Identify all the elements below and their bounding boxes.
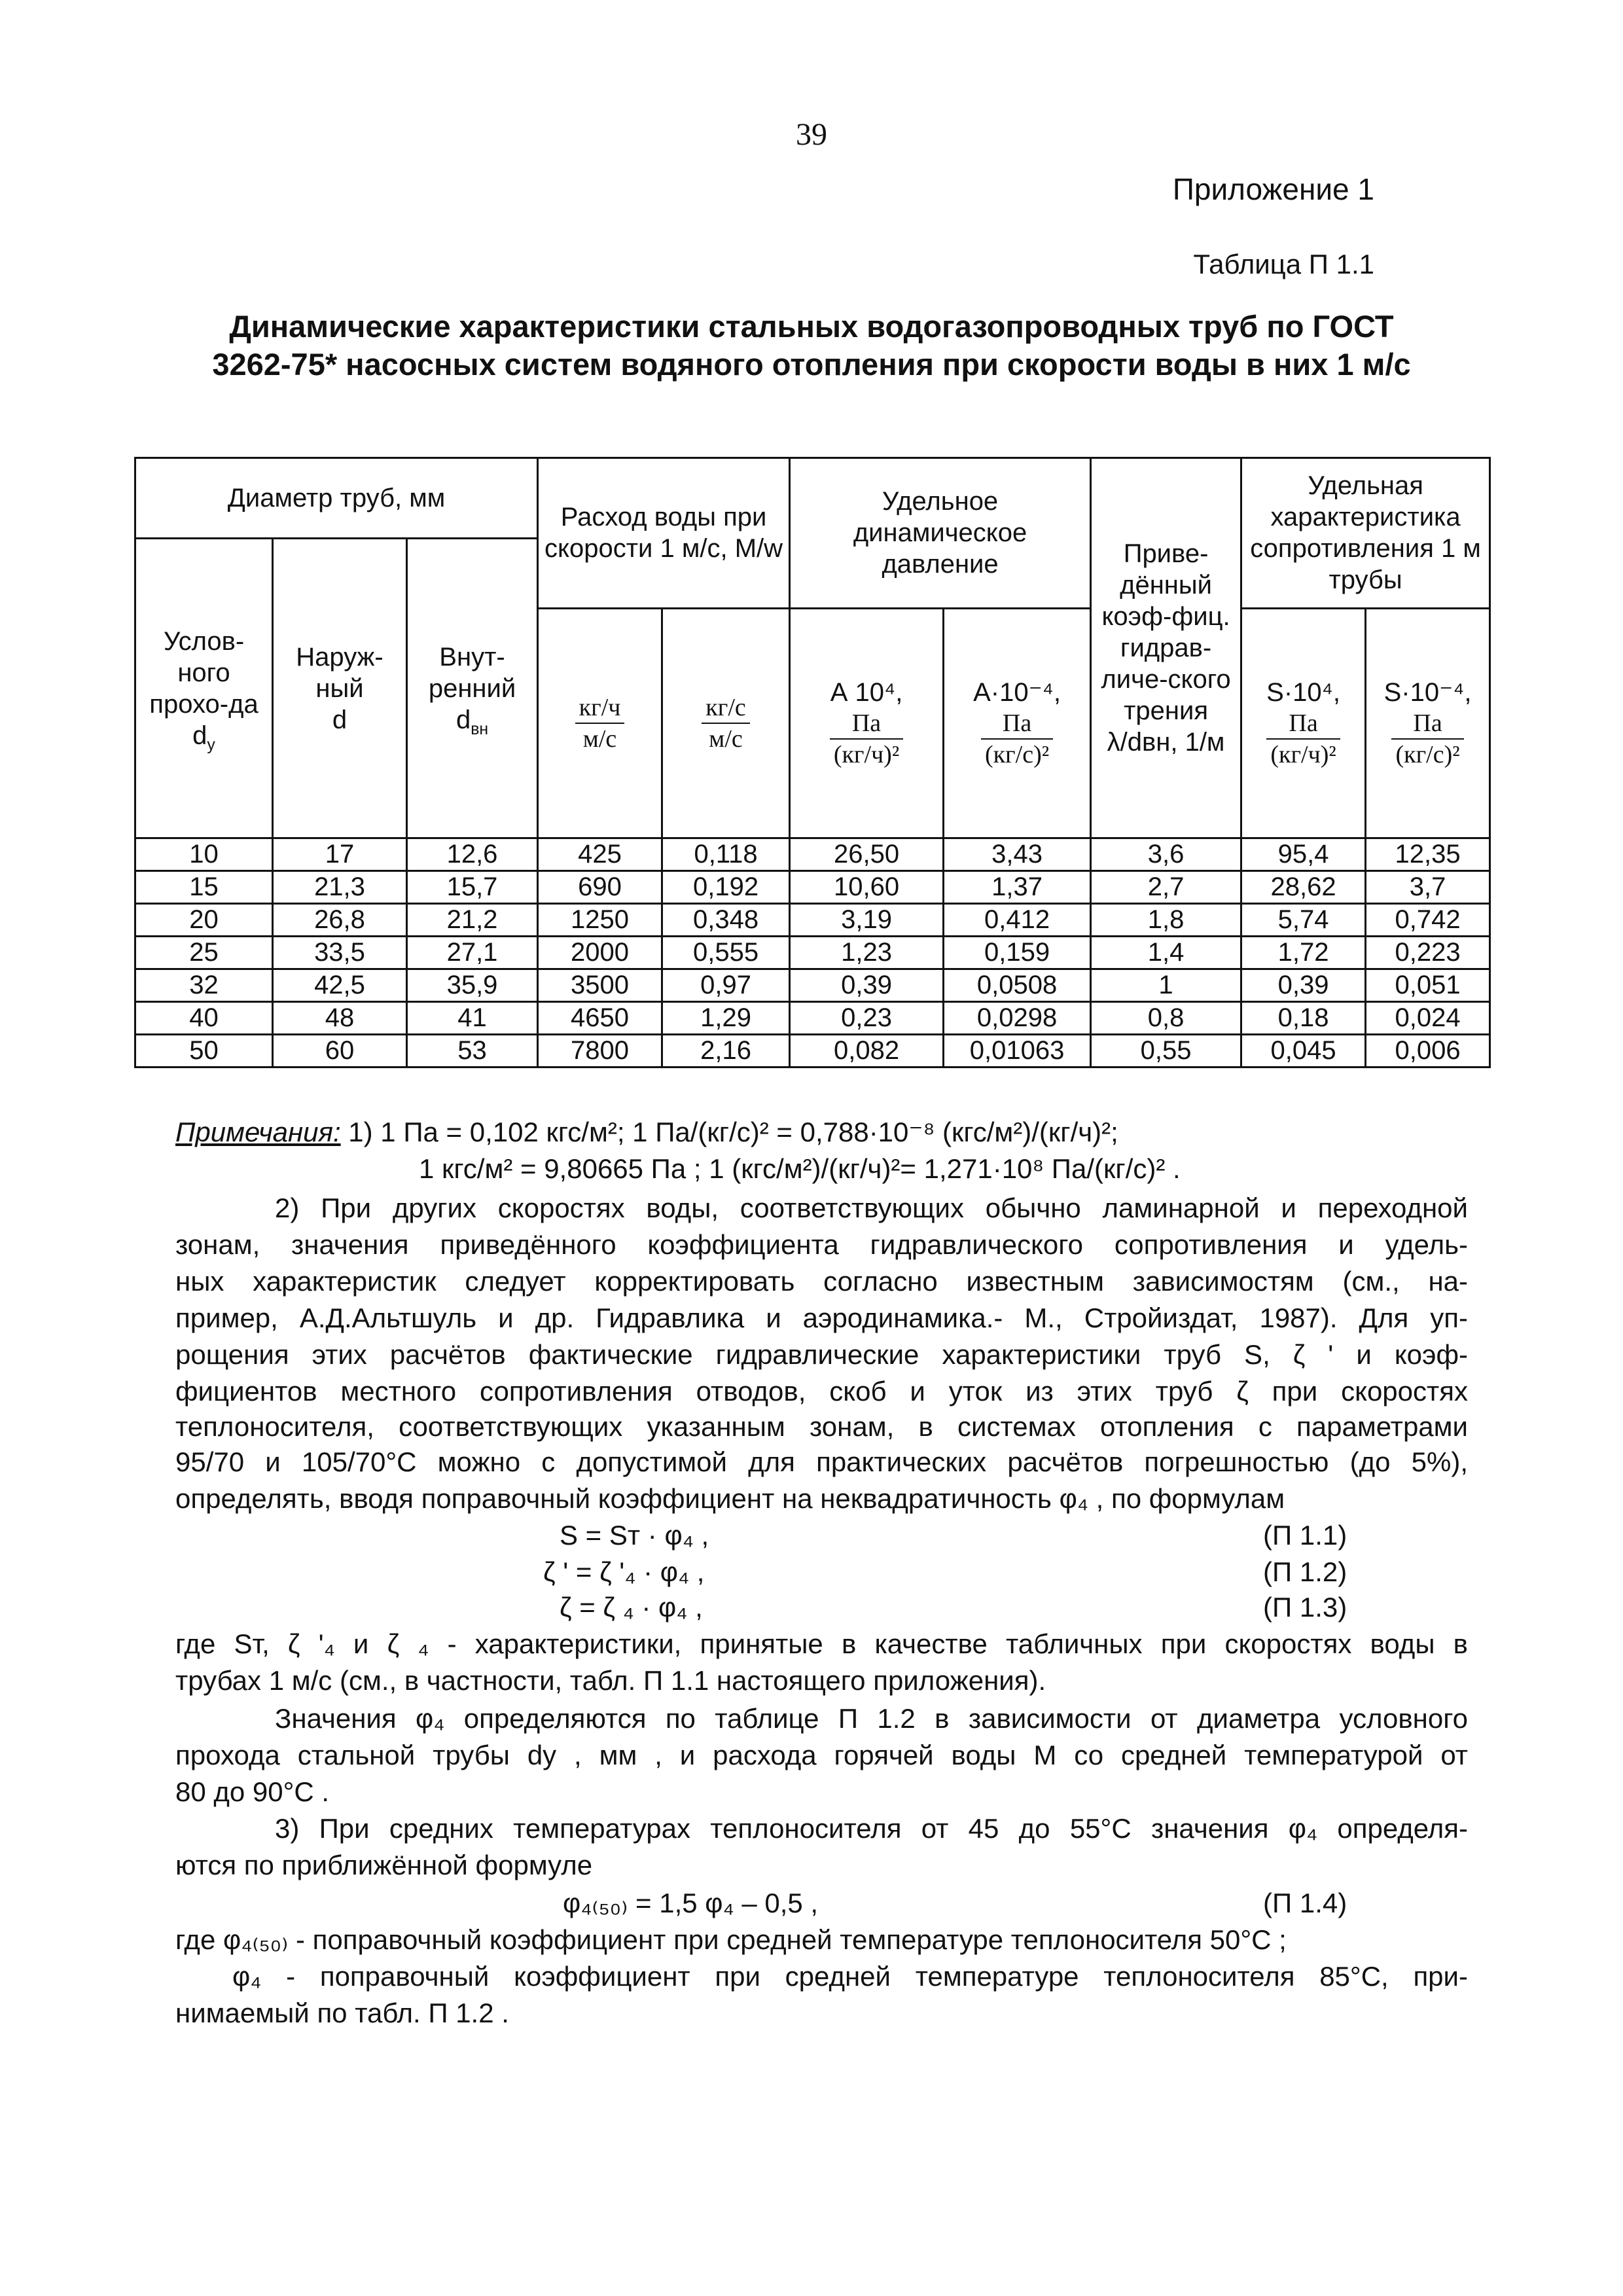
- notes-label: Примечания:: [175, 1117, 341, 1147]
- table-cell: 0,412: [944, 903, 1091, 936]
- table-cell: 3500: [538, 969, 662, 1001]
- table-cell: 60: [273, 1034, 407, 1067]
- table-cell: 690: [538, 870, 662, 903]
- table-cell: 3,6: [1091, 838, 1241, 870]
- table-cell: 26,8: [273, 903, 407, 936]
- header-resistance-s2: [1366, 608, 1490, 838]
- table-row: [135, 969, 1490, 1001]
- table-row: [135, 936, 1490, 969]
- table-cell: 1: [1091, 969, 1241, 1001]
- table-cell: 0,118: [662, 838, 790, 870]
- table-title: Динамические характеристики стальных водогазопроводных труб по ГОСТ 3262-75* насосных систем водяного отопления при скорости воды в них 1 м/с: [212, 309, 1411, 382]
- fraction-den: м/с: [582, 725, 617, 753]
- header-s2-text: S·10⁻⁴,: [1383, 677, 1472, 707]
- table-cell: 28,62: [1241, 870, 1366, 903]
- table-cell: 48: [273, 1001, 407, 1034]
- table-cell: 1,37: [944, 870, 1091, 903]
- fraction-num: Па: [830, 708, 903, 740]
- table-cell: 0,006: [1366, 1034, 1490, 1067]
- note-1b: 1 кгс/м² = 9,80665 Па ; 1 (кгс/м²)/(кг/ч)²= 1,271·10⁸ Па/(кг/с)² .: [419, 1153, 1181, 1184]
- note-3b: ются по приближённой формуле: [175, 1850, 593, 1880]
- values-c: 80 до 90°С .: [175, 1776, 330, 1807]
- table-cell: 0,082: [790, 1034, 944, 1067]
- header-inner-diameter: [407, 539, 538, 838]
- note-2-line: пример, А.Д.Альтшуль и др. Гидравлика и аэродинамика.- М., Стройиздат, 1987). Для уп-: [175, 1302, 1468, 1333]
- fraction-s2: [1391, 708, 1463, 770]
- fraction-den: (кг/с)²: [984, 740, 1050, 768]
- table-cell: 0,051: [1366, 969, 1490, 1001]
- table-cell: 0,192: [662, 870, 790, 903]
- formula-1-tag: (П 1.1): [1263, 1520, 1347, 1551]
- table-cell: 0,55: [1091, 1034, 1241, 1067]
- header-friction: [1091, 458, 1241, 838]
- table-cell: 0,97: [662, 969, 790, 1001]
- header-flow-unit-kgh: [538, 608, 662, 838]
- table-cell: 41: [407, 1001, 538, 1034]
- fraction-num: кг/с: [702, 692, 749, 724]
- table-cell: 17: [273, 838, 407, 870]
- fraction-kgs: [702, 692, 749, 754]
- fraction-a1: [830, 708, 903, 770]
- table-body: [135, 838, 1490, 1067]
- formula-1: S = Sт · φ₄ ,: [560, 1520, 709, 1551]
- note-1a: 1) 1 Па = 0,102 кгс/м²; 1 Па/(кг/с)² = 0,788·10⁻⁸ (кгс/м²)/(кг/ч)²;: [348, 1117, 1118, 1147]
- table-row: [135, 870, 1490, 903]
- fraction-den: (кг/ч)²: [833, 740, 900, 768]
- table-cell: 0,159: [944, 936, 1091, 969]
- header-friction-text: Приве-дённый коэф-фиц. гидрав-личе-ского трения λ/dвн, 1/м: [1101, 539, 1231, 757]
- fraction-num: кг/ч: [575, 692, 625, 724]
- header-cond-symbol: d: [192, 721, 207, 750]
- table-cell: 0,8: [1091, 1001, 1241, 1034]
- table-cell: 0,0298: [944, 1001, 1091, 1034]
- header-conditional-diameter: [135, 539, 273, 838]
- formula-4: φ₄₍₅₀₎ = 1,5 φ₄ – 0,5 ,: [563, 1888, 819, 1918]
- table-cell: 95,4: [1241, 838, 1366, 870]
- table-cell: 42,5: [273, 969, 407, 1001]
- note-2-last: определять, вводя поправочный коэффициент на неквадратичность φ₄ , по формулам: [175, 1483, 1285, 1514]
- fraction-den: (кг/с)²: [1395, 740, 1460, 768]
- formula-3-tag: (П 1.3): [1263, 1592, 1347, 1623]
- table-cell: 50: [135, 1034, 273, 1067]
- phi-b: нимаемый по табл. П 1.2 .: [175, 1998, 509, 2028]
- header-outer-symbol: d: [332, 705, 348, 734]
- fraction-s1: [1266, 708, 1340, 770]
- table-cell: 25: [135, 936, 273, 969]
- header-flow-unit-kgs: [662, 608, 790, 838]
- table-cell: 0,39: [1241, 969, 1366, 1001]
- header-inner-text: Внут-ренний: [428, 642, 516, 703]
- fraction-den: (кг/ч)²: [1270, 740, 1336, 768]
- table-cell: 3,19: [790, 903, 944, 936]
- table-cell: 35,9: [407, 969, 538, 1001]
- table-cell: 10: [135, 838, 273, 870]
- note-2-line: 2) При других скоростях воды, соответствующих обычно ламинарной и переходной: [275, 1193, 1468, 1223]
- header-inner-symbol: d: [455, 705, 471, 734]
- table-cell: 0,555: [662, 936, 790, 969]
- where-1b: трубах 1 м/с (см., в частности, табл. П 1.1 настоящего приложения).: [175, 1665, 1046, 1696]
- table-cell: 4650: [538, 1001, 662, 1034]
- header-diameter: Диаметр труб, мм: [135, 458, 538, 539]
- table-cell: 33,5: [273, 936, 407, 969]
- header-a1-text: А 10⁴,: [830, 677, 903, 707]
- table-cell: 0,01063: [944, 1034, 1091, 1067]
- table-row: [135, 838, 1490, 870]
- phi-a: φ₄ - поправочный коэффициент при средней температуре теплоносителя 85°С, при-: [232, 1961, 1468, 1992]
- table-cell: 3,43: [944, 838, 1091, 870]
- table-cell: 0,223: [1366, 936, 1490, 969]
- table-cell: 26,50: [790, 838, 944, 870]
- table-cell: 15,7: [407, 870, 538, 903]
- note-1-line-a: [175, 1114, 1118, 1151]
- table-cell: 12,6: [407, 838, 538, 870]
- table-label: Таблица П 1.1: [1193, 249, 1374, 279]
- header-resistance-s1: [1241, 608, 1366, 838]
- fraction-kgh: [575, 692, 625, 754]
- page-number: 39: [796, 117, 827, 152]
- pipe-characteristics-table: [134, 457, 1491, 1068]
- header-flow: Расход воды при скорости 1 м/с, M/w: [538, 458, 790, 609]
- table-row: [135, 903, 1490, 936]
- appendix-label: Приложение 1: [1172, 172, 1374, 206]
- fraction-a2: [981, 708, 1053, 770]
- formula-3: ζ = ζ ₄ · φ₄ ,: [560, 1592, 703, 1623]
- note-2-line: теплоносителя, соответствующих указанным зонам, в системах отопления с параметрами: [175, 1411, 1468, 1442]
- table-cell: 2,7: [1091, 870, 1241, 903]
- table-cell: 40: [135, 1001, 273, 1034]
- table-cell: 32: [135, 969, 273, 1001]
- header-outer-diameter: [273, 539, 407, 838]
- table-cell: 0,045: [1241, 1034, 1366, 1067]
- header-pressure-a1: [790, 608, 944, 838]
- header-cond-text: Услов-ного прохо-да: [149, 626, 259, 719]
- where-1a: где Sт, ζ '₄ и ζ ₄ - характеристики, принятые в качестве табличных при скоростях воды в: [175, 1628, 1468, 1659]
- table-cell: 425: [538, 838, 662, 870]
- header-cond-sub: у: [207, 736, 215, 754]
- table-cell: 5,74: [1241, 903, 1366, 936]
- table-cell: 0,0508: [944, 969, 1091, 1001]
- values-b: прохода стальной трубы dу , мм , и расхода горячей воды М со средней температурой от: [175, 1740, 1468, 1770]
- formula-2: ζ ' = ζ '₄ · φ₄ ,: [543, 1556, 705, 1587]
- table-cell: 0,23: [790, 1001, 944, 1034]
- table-cell: 0,024: [1366, 1001, 1490, 1034]
- header-pressure-a2: [944, 608, 1091, 838]
- formula-2-tag: (П 1.2): [1263, 1556, 1347, 1587]
- note-2-line: фициентов местного сопротивления отводов, скоб и уток из этих труб ζ при скоростях: [175, 1376, 1468, 1407]
- table-cell: 0,742: [1366, 903, 1490, 936]
- table-cell: 0,18: [1241, 1001, 1366, 1034]
- table-cell: 0,348: [662, 903, 790, 936]
- fraction-num: Па: [981, 708, 1053, 740]
- note-2-line: зонам, значения приведённого коэффициента гидравлического сопротивления и удель-: [175, 1229, 1468, 1260]
- note-2-line: ных характеристик следует корректировать согласно известным зависимостям (см., на-: [175, 1266, 1468, 1297]
- table-cell: 1,8: [1091, 903, 1241, 936]
- table-cell: 20: [135, 903, 273, 936]
- header-s1-text: S·10⁴,: [1266, 677, 1340, 707]
- table-cell: 1,29: [662, 1001, 790, 1034]
- table-cell: 2000: [538, 936, 662, 969]
- fraction-num: Па: [1266, 708, 1340, 740]
- table-cell: 1,23: [790, 936, 944, 969]
- table-cell: 27,1: [407, 936, 538, 969]
- table-cell: 21,3: [273, 870, 407, 903]
- header-outer-text: Наруж-ный: [296, 642, 383, 703]
- table-cell: 1,4: [1091, 936, 1241, 969]
- table-cell: 7800: [538, 1034, 662, 1067]
- table-cell: 15: [135, 870, 273, 903]
- table-cell: 10,60: [790, 870, 944, 903]
- fraction-den: м/с: [709, 725, 743, 753]
- header-resistance: Удельная характеристика сопротивления 1 м трубы: [1241, 458, 1490, 609]
- table-cell: 1250: [538, 903, 662, 936]
- table-cell: 12,35: [1366, 838, 1490, 870]
- table-cell: 3,7: [1366, 870, 1490, 903]
- table-cell: 0,39: [790, 969, 944, 1001]
- table-row: [135, 1034, 1490, 1067]
- formula-4-tag: (П 1.4): [1263, 1888, 1347, 1918]
- where-2: где φ₄₍₅₀₎ - поправочный коэффициент при средней температуре теплоносителя 50°С ;: [175, 1924, 1287, 1955]
- header-pressure: Удельное динамическое давление: [790, 458, 1091, 609]
- note-2-line: 95/70 и 105/70°С можно с допустимой для практических расчётов погрешностью (до 5%),: [175, 1446, 1468, 1477]
- values-a: Значения φ₄ определяются по таблице П 1.2 в зависимости от диаметра условного: [275, 1703, 1468, 1734]
- table-cell: 2,16: [662, 1034, 790, 1067]
- table-cell: 21,2: [407, 903, 538, 936]
- header-a2-text: А·10⁻⁴,: [973, 677, 1061, 707]
- note-2-line: рощения этих расчётов фактические гидравлические характеристики труб S, ζ ' и коэф-: [175, 1339, 1468, 1370]
- table-row: [135, 1001, 1490, 1034]
- table-cell: 1,72: [1241, 936, 1366, 969]
- note-3a: 3) При средних температурах теплоносителя от 45 до 55°С значения φ₄ определя-: [275, 1813, 1468, 1844]
- table-cell: 53: [407, 1034, 538, 1067]
- fraction-num: Па: [1391, 708, 1463, 740]
- header-inner-sub: вн: [471, 720, 489, 738]
